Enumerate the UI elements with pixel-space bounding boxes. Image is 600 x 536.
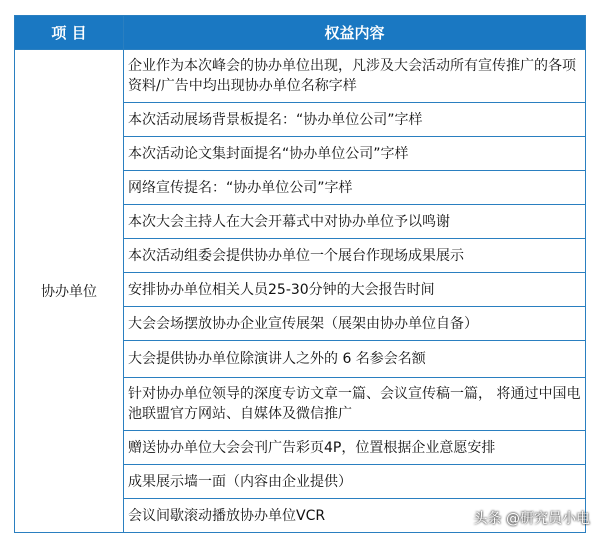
benefit-cell: 大会会场摆放协办企业宣传展架（展架由协办单位自备） [124, 307, 586, 341]
header-item: 项 目 [15, 16, 124, 50]
benefit-cell: 企业作为本次峰会的协办单位出现，凡涉及大会活动所有宣传推广的各项资料/广告中均出现协办单位名称字样 [124, 50, 586, 103]
benefit-cell: 赠送协办单位大会会刊广告彩页4P，位置根据企业意愿安排 [124, 431, 586, 465]
benefit-cell: 大会提供协办单位除演讲人之外的 6 名参会名额 [124, 341, 586, 378]
benefit-cell: 本次大会主持人在大会开幕式中对协办单位予以鸣谢 [124, 205, 586, 239]
benefit-cell: 本次活动组委会提供协办单位一个展台作现场成果展示 [124, 239, 586, 273]
header-benefits: 权益内容 [124, 16, 586, 50]
benefit-cell: 本次活动展场背景板提名：“协办单位公司”字样 [124, 103, 586, 137]
benefit-cell: 本次活动论文集封面提名“协办单位公司”字样 [124, 137, 586, 171]
benefit-cell: 会议间歇滚动播放协办单位VCR [124, 499, 586, 533]
benefit-cell: 网络宣传提名：“协办单位公司”字样 [124, 171, 586, 205]
benefit-cell: 成果展示墙一面（内容由企业提供） [124, 465, 586, 499]
table-row [15, 50, 586, 103]
benefit-cell: 安排协办单位相关人员25-30分钟的大会报告时间 [124, 273, 586, 307]
benefit-cell: 针对协办单位领导的深度专访文章一篇、会议宣传稿一篇， 将通过中国电池联盟官方网站、自媒体及微信推广 [124, 378, 586, 431]
category-cell: 协办单位 [15, 50, 124, 533]
watermark: 头条 @研究员小电 [473, 511, 590, 527]
benefits-table [14, 15, 586, 533]
table-header-row [15, 16, 586, 50]
